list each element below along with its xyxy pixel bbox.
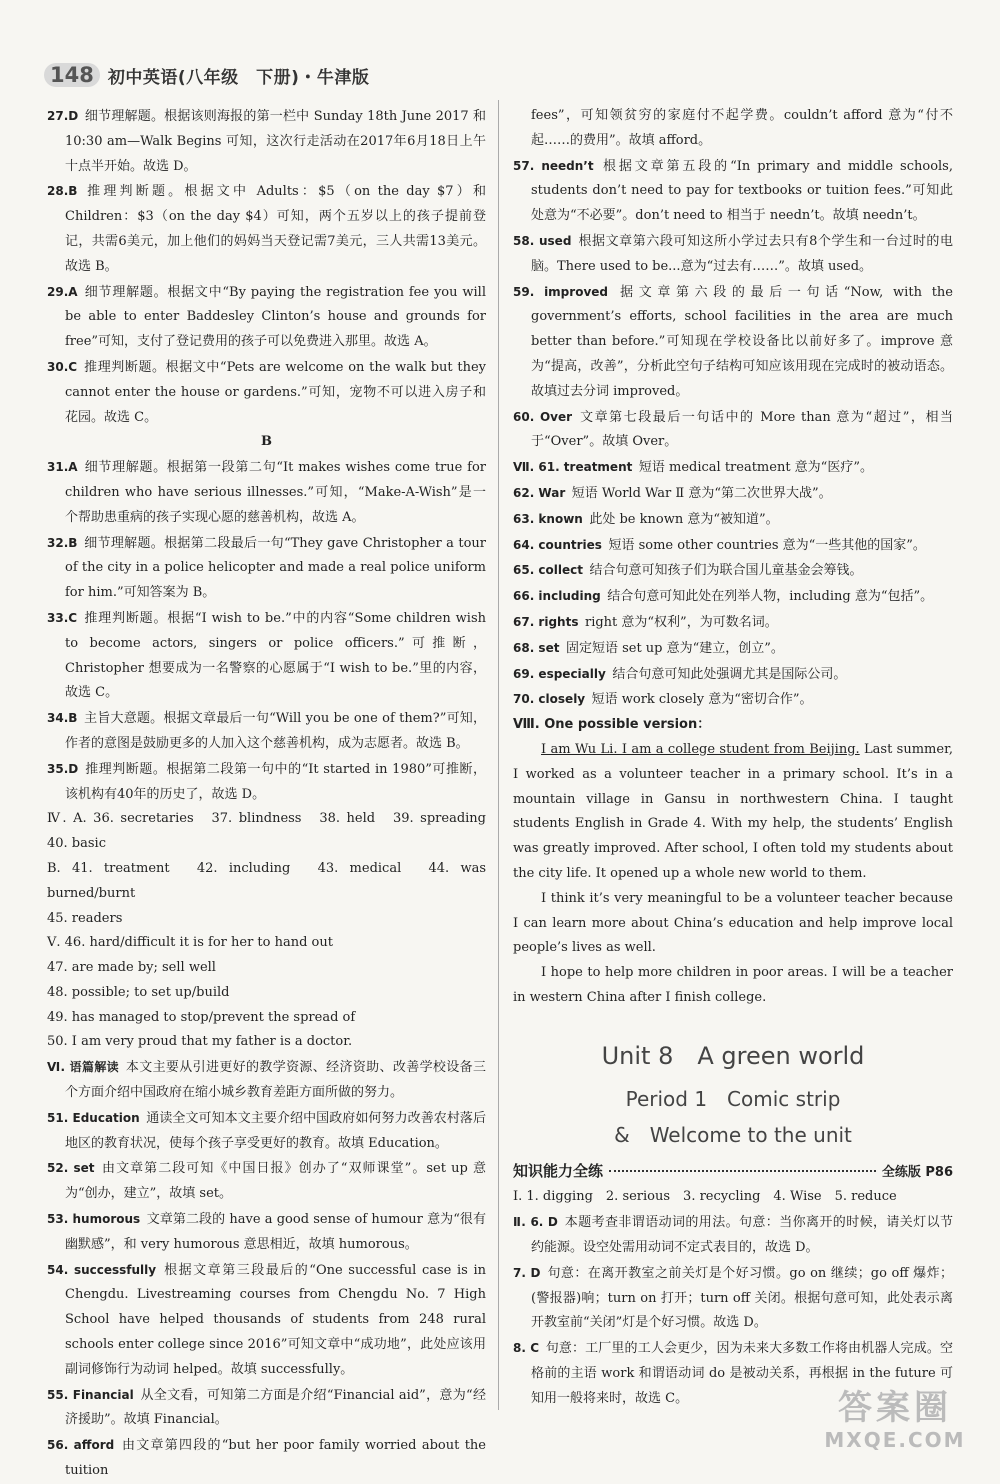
answer-item-70: 70. closely 短语 work closely 意为“密切合作”。 bbox=[513, 692, 813, 708]
sample-essay bbox=[513, 738, 953, 1011]
answer-item-58: 58. used 根据文章第六段可知这所小学过去只有8个学生和一台过时的电脑。There used to be...意为“过去有……”。故填 used。 bbox=[513, 233, 953, 274]
left-column bbox=[47, 104, 500, 1484]
section-label: 知识能力全练 bbox=[513, 1161, 604, 1180]
answer-item-54: 54. successfully 根据文章第三段最后的“One successful case is in Chengdu. Livestreaming courses from Chengdu No. 7 High School have helped thousands of students from 248 rural schools enter college since 2016”可知文章中“成功地”，此处应该用副词修饰行为动词 helped。故填 successfully。 bbox=[47, 1262, 486, 1377]
passage-analysis-vi: Ⅵ. 语篇解读 本文主要从引进更好的教学资源、经济资助、改善学校设备三个方面介绍中国政府在缩小城乡教育差距方面所做的努力。 bbox=[47, 1060, 486, 1101]
answer-item-35: 35.D 推理判断题。根据第二段第一句中的“It started in 1980”可推断，该机构有40年的历史了，故选 D。 bbox=[47, 761, 486, 802]
answer-item-47: 47. are made by; sell well bbox=[47, 960, 216, 976]
answer-item-53: 53. humorous 文章第二段的 have a good sense of humour 意为“很有幽默感”，和 very humorous 意思相近，故填 humorous。 bbox=[47, 1212, 486, 1252]
answer-item-8: 8. C 句意：工厂里的工人会更少，因为未来大多数工作将由机器人完成。空格前的主语 work 和谓语动词 do 是被动关系，再根据 in the future 可知用一般将来时，故选 C。 bbox=[513, 1341, 953, 1406]
answer-item-62: 62. War 短语 World War Ⅱ 意为“第二次世界大战”。 bbox=[513, 485, 832, 501]
section-page-ref: 全练版 P86 bbox=[881, 1164, 953, 1180]
answer-item-64: 64. countries 短语 some other countries 意为“一些其他的国家”。 bbox=[513, 537, 926, 553]
answer-line-i: Ⅰ. 1. digging 2. serious 3. recycling 4. Wise 5. reduce bbox=[513, 1189, 897, 1205]
section-bar bbox=[513, 1159, 953, 1186]
answer-item-66: 66. including 结合句意可知此处在列举人物，including 意为“包括”。 bbox=[513, 589, 934, 605]
writing-section-title: Ⅷ. One possible version： bbox=[513, 717, 711, 733]
answer-item-48: 48. possible; to set up/build bbox=[47, 984, 230, 1000]
answer-item-34: 34.B 主旨大意题。根据文章最后一句“Will you be one of them?”可知，作者的意图是鼓励更多的人加入这个慈善机构，成为志愿者。故选 B。 bbox=[47, 711, 486, 751]
book-title: 初中英语(八年级 下册)・牛津版 bbox=[107, 67, 370, 88]
answer-item-52: 52. set 由文章第二段可知《中国日报》创办了“双师课堂”。set up 意为“创办，建立”，故填 set。 bbox=[47, 1161, 487, 1202]
answer-item-49: 49. has managed to stop/prevent the spread of bbox=[47, 1009, 356, 1025]
answer-item-56: 56. afford 由文章第四段的“but her poor family worried about the tuition bbox=[47, 1438, 486, 1479]
unit-title: Unit 8 A green world bbox=[601, 1041, 865, 1070]
answer-item-33: 33.C 推理判断题。根据“I wish to be.”中的内容“Some children wish to become actors, singers or police officers.”可推断，Christopher 想要成为一名警察的心愿属于“I wish to be.”里的内容，故选 C。 bbox=[47, 610, 486, 701]
essay-paragraph-2: I think it’s very meaningful to be a volunteer teacher because I can learn more about China’s education and help improve local people’s lives as well. bbox=[513, 890, 953, 956]
answer-item-51: 51. Education 通读全文可知本文主要介绍中国政府如何努力改善农村落后地区的教育状况，使每个孩子享受更好的教育。故填 Education。 bbox=[47, 1110, 486, 1151]
answer-item-50: 50. I am very proud that my father is a doctor. bbox=[47, 1034, 353, 1050]
answer-item-27: 27.D 细节理解题。根据该则海报的第一栏中 Sunday 18th June 2017 和 10:30 am—Walk Begins 可知，这次行走活动在2017年6月18日上午十点半开始。故选 D。 bbox=[47, 109, 486, 174]
answer-item-61: Ⅶ. 61. treatment 短语 medical treatment 意为“医疗”。 bbox=[513, 460, 873, 476]
answer-item-6: Ⅱ. 6. D 本题考查非谓语动词的用法。句意：当你离开的时候，请关灯以节约能源。设空处需用动词不定式表目的，故选 D。 bbox=[513, 1215, 953, 1256]
column-divider bbox=[498, 100, 499, 1410]
section-heading-b: B bbox=[261, 434, 272, 450]
answer-item-7: 7. D 句意：在离开教室之前关灯是个好习惯。go on 继续；go off 爆炸；(警报器)响；turn on 打开；turn off 关闭。根据句意可知，此处表示离开教室前“关闭”灯是个好习惯。故选 D。 bbox=[513, 1265, 954, 1331]
answer-item-69: 69. especially 结合句意可知此处强调尤其是国际公司。 bbox=[513, 666, 847, 682]
answer-item-31: 31.A 细节理解题。根据第一段第二句“It makes wishes come true for children who have serious illnesses.”可知，“Make-A-Wish”是一个帮助患重病的孩子实现心愿的慈善机构，故选 A。 bbox=[47, 460, 486, 525]
answer-item-29: 29.A 细节理解题。根据文中“By paying the registration fee you will be able to enter Baddesley Clinton’s house and grounds for free”可知，支付了登记费用的孩子可以免费进入那里。故选 A。 bbox=[47, 284, 486, 350]
right-column bbox=[513, 104, 953, 1412]
answer-item-68: 68. set 固定短语 set up 意为“建立，创立”。 bbox=[513, 640, 784, 656]
answer-item-65: 65. collect 结合句意可知孩子们为联合国儿童基金会筹钱。 bbox=[513, 563, 863, 579]
answer-item-56-continued: fees”，可知领贫穷的家庭付不起学费。couldn’t afford 意为“付不起……的费用”。故填 afford。 bbox=[531, 108, 953, 148]
answer-item-46: Ⅴ. 46. hard/difficult it is for her to hand out bbox=[47, 935, 333, 951]
answer-item-30: 30.C 推理判断题。根据文中“Pets are welcome on the walk but they cannot enter the house or gardens.”可知，宠物不可以进入房子和花园。故选 C。 bbox=[47, 359, 486, 425]
answer-item-45: 45. readers bbox=[47, 910, 123, 926]
answer-item-60: 60. Over 文章第七段最后一句话中的 More than 意为“超过”，相当于“Over”。故填 Over。 bbox=[513, 409, 953, 450]
page-number: 148 bbox=[44, 63, 100, 87]
page-header bbox=[44, 58, 369, 92]
essay-paragraph-3: I hope to help more children in poor areas. I will be a teacher in western China after I finish college. bbox=[513, 965, 953, 1005]
answer-item-59: 59. improved 据文章第六段的最后一句话“Now, with the government’s efforts, school facilities in the area are much better than before.”可知现在学校设备比以前好多了。improve 意为“提高，改善”，分析此空句子结构可知应该用现在完成时的被动语态。故填过去分词 improved。 bbox=[513, 284, 953, 399]
answer-item-67: 67. rights right 意为“权利”，为可数名词。 bbox=[513, 614, 778, 630]
period-title-line-2: & Welcome to the unit bbox=[614, 1122, 852, 1147]
period-title-line-1: Period 1 Comic strip bbox=[625, 1086, 841, 1111]
answer-item-28: 28.B 推理判断题。根据文中 Adults：$5（on the day $7）和 Children：$3（on the day $4）可知，两个五岁以上的孩子提前登记，共需6美元，加上他们的妈妈当天登记需7美元，三人共需13美元。故选 B。 bbox=[47, 184, 486, 274]
essay-paragraph-1: I am Wu Li. I am a college student from Beijing. Last summer, I worked as a volunteer teacher in a primary school. It’s in a mountain village in Gansu in northwestern China. I taught students English in Grade 4. With my help, the students’ English was greatly improved. After school, I often told my students about the city life. It opened up a whole new world to them. bbox=[513, 741, 953, 881]
dotted-leader bbox=[609, 1170, 876, 1172]
watermark-logo: 答案圈 MXQE.COM bbox=[824, 1388, 966, 1452]
answer-line-iv-b: B. 41. treatment 42. including 43. medical 44. was burned/burnt bbox=[47, 860, 486, 901]
answer-item-55: 55. Financial 从全文看，可知第二方面是介绍“Financial aid”，意为“经济援助”。故填 Financial。 bbox=[47, 1387, 486, 1428]
answer-line-iv-a: Ⅳ. A. 36. secretaries 37. blindness 38. held 39. spreading 40. basic bbox=[47, 811, 500, 852]
answer-item-57: 57. needn’t 根据文章第五段的“In primary and middle schools, students don’t need to pay for textbooks or tuition fees.”可知此处意为“不必要”。don’t need to 相当于 needn’t。故填 needn’t。 bbox=[513, 158, 953, 224]
answer-item-32: 32.B 细节理解题。根据第二段最后一句“They gave Christopher a tour of the city in a police helicopter and made a real police uniform for him.”可知答案为 B。 bbox=[47, 535, 486, 601]
answer-item-63: 63. known 此处 be known 意为“被知道”。 bbox=[513, 511, 779, 527]
